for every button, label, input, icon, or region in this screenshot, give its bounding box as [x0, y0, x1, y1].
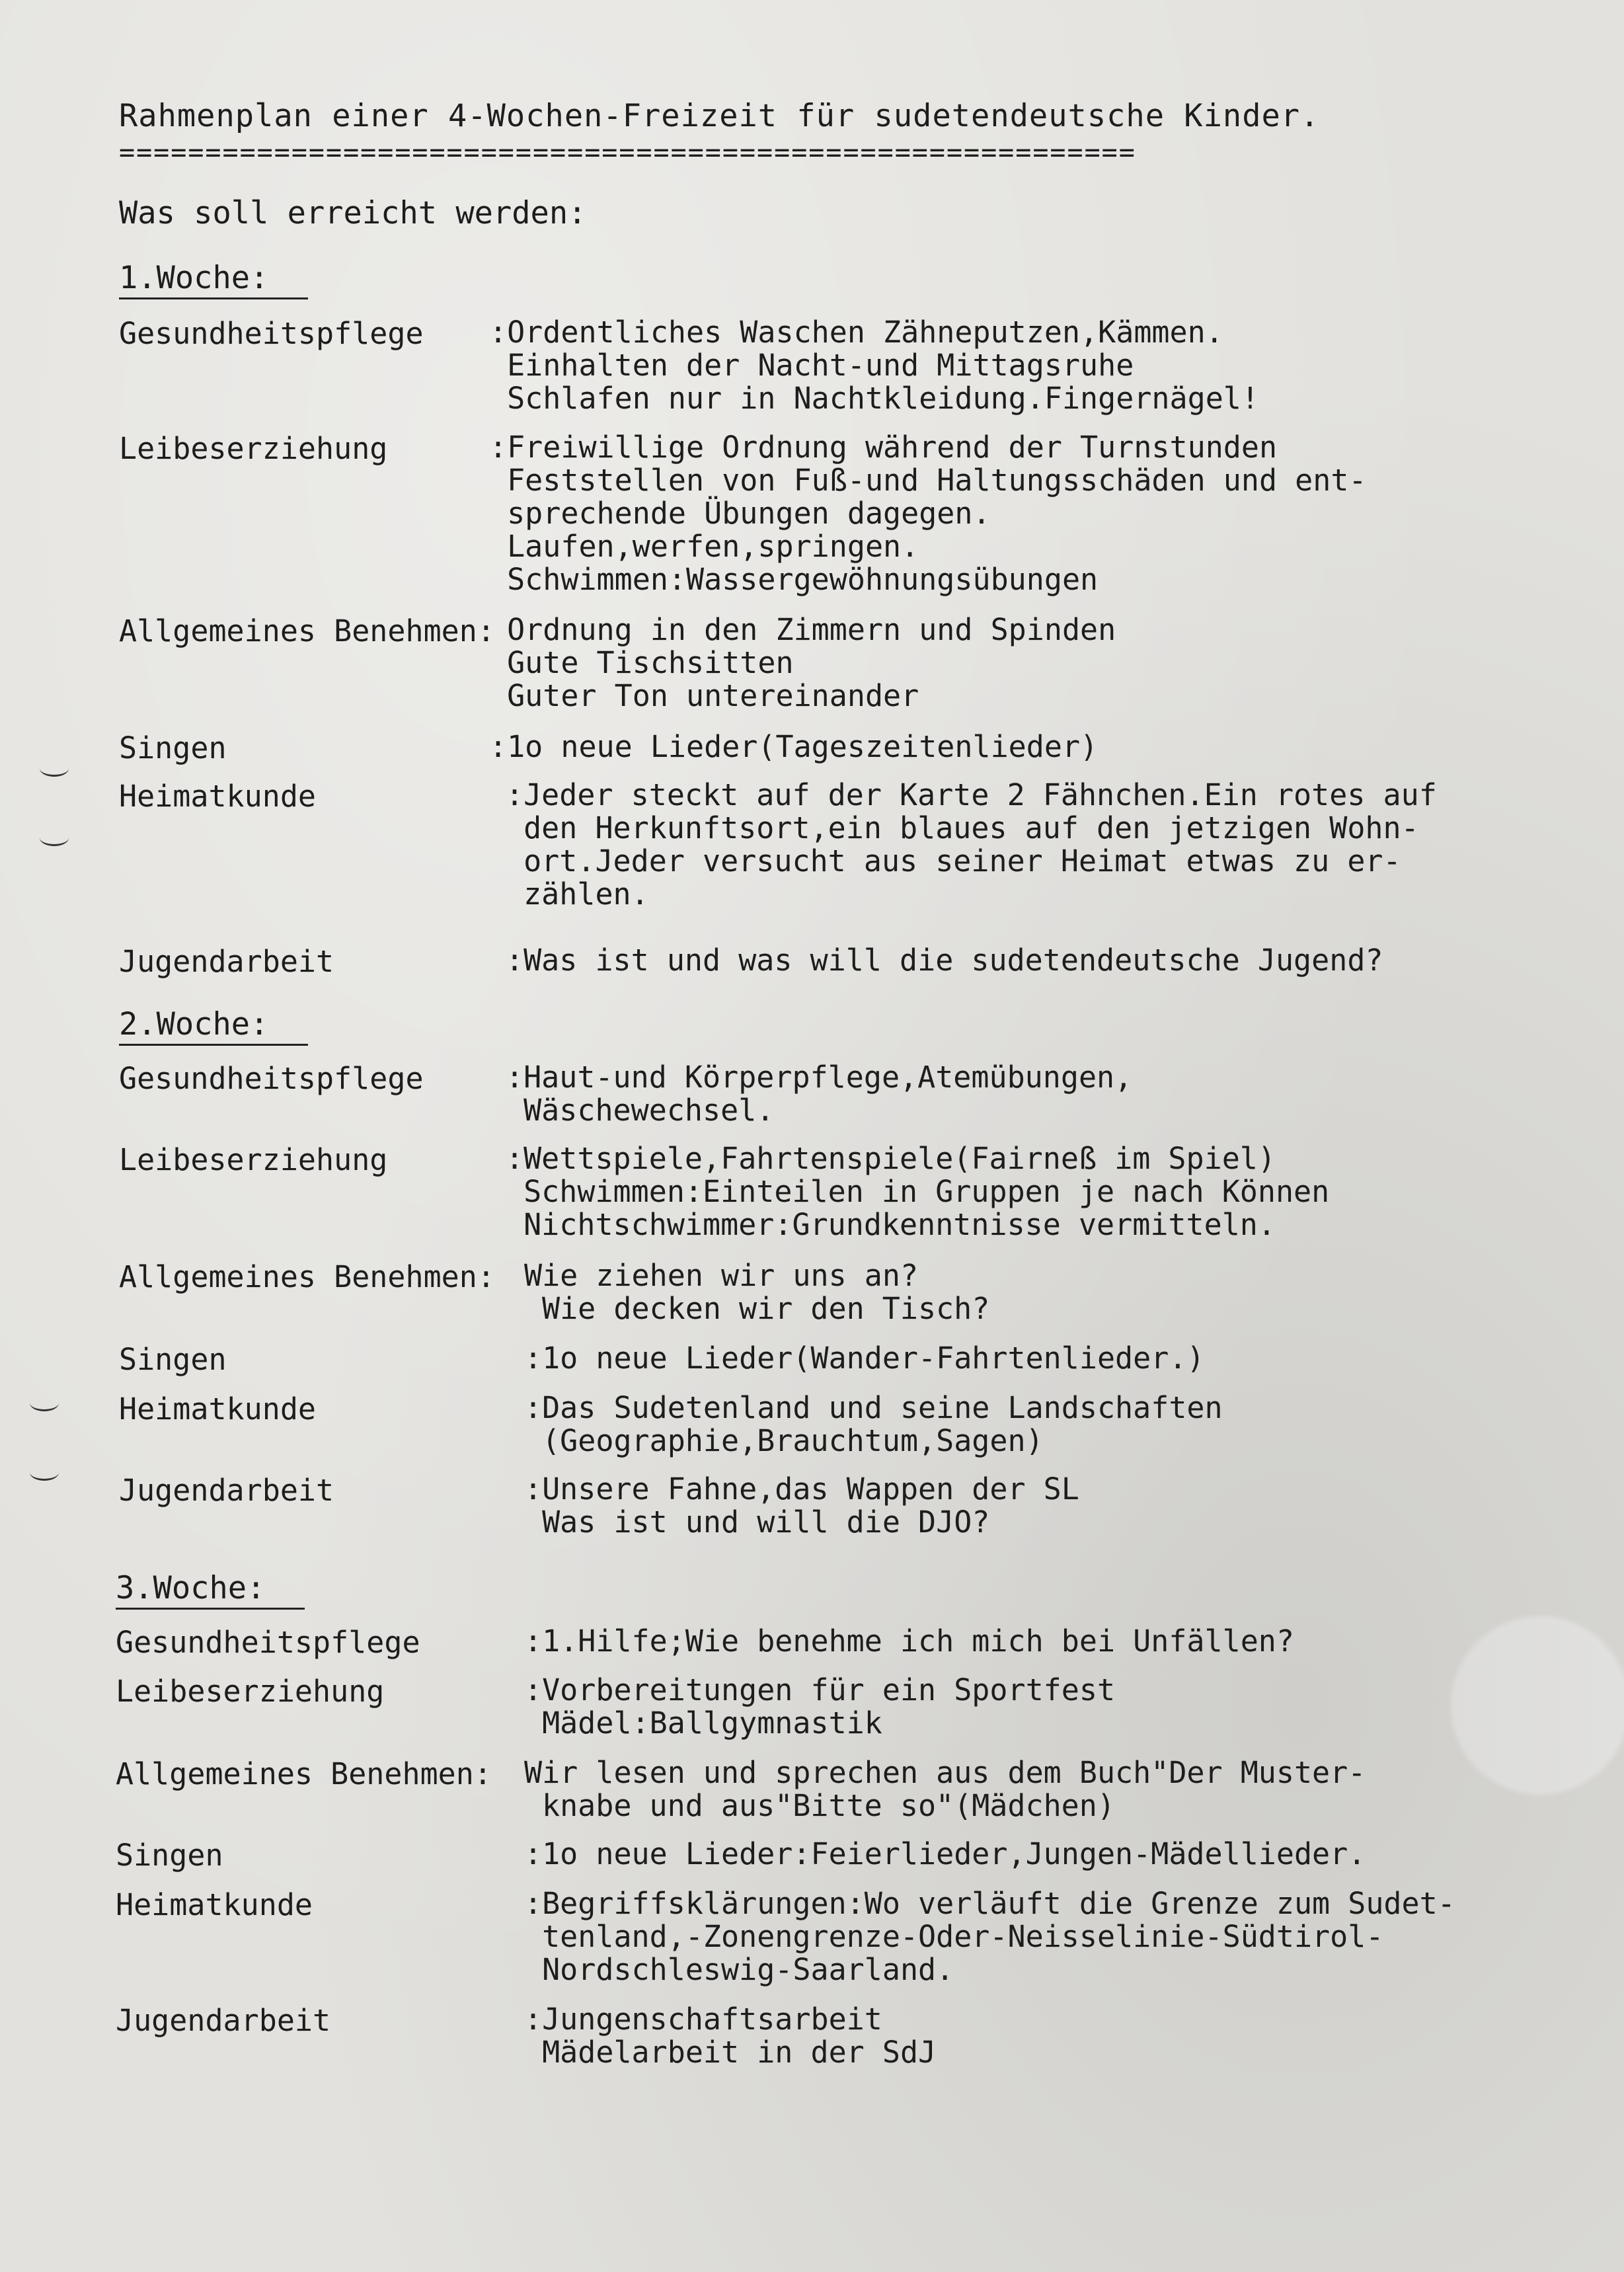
week-2-text-heimatkunde [524, 1391, 1223, 1458]
week-3-text-jugendarbeit [524, 2003, 936, 2069]
text-line: Guter Ton untereinander [489, 678, 919, 713]
week-1-heading: 1.Woche: [119, 260, 308, 299]
text-line: Wie ziehen wir uns an? [524, 1258, 919, 1293]
week-1-label-heimatkunde: Heimatkunde [119, 779, 317, 814]
week-2-label-allgemeines-benehmen: Allgemeines Benehmen: [119, 1259, 495, 1294]
week-1-text-gesundheitspflege [489, 316, 1259, 415]
week-2-label-leibeserziehung: Leibeserziehung [119, 1142, 388, 1177]
text-line: :Freiwillige Ordnung während der Turnstunden [489, 430, 1278, 465]
text-line: Wie decken wir den Tisch? [542, 1291, 990, 1326]
text-line: ort.Jeder versucht aus seiner Heimat etwas zu er- [506, 843, 1401, 879]
text-line: :Was ist und was will die sudetendeutsche Jugend? [506, 943, 1383, 978]
text-line: :1.Hilfe;Wie benehme ich mich bei Unfällen? [524, 1624, 1294, 1659]
text-line: :Das Sudetenland und seine Landschaften [524, 1390, 1223, 1425]
text-line: Nichtschwimmer:Grundkenntnisse vermitteln. [506, 1207, 1276, 1242]
week-2-label-singen: Singen [119, 1342, 227, 1377]
text-line: knabe und aus"Bitte so"(Mädchen) [542, 1788, 1115, 1823]
text-line: Wäschewechsel. [506, 1093, 775, 1128]
week-1-label-allgemeines-benehmen: Allgemeines Benehmen: [119, 613, 495, 648]
text-line: Ordnung in den Zimmern und Spinden [489, 612, 1116, 647]
text-line: :Begriffsklärungen:Wo verläuft die Grenze zum Sudet- [524, 1886, 1455, 1921]
week-2-text-gesundheitspflege [506, 1061, 1132, 1127]
week-1-label-gesundheitspflege: Gesundheitspflege [119, 316, 424, 351]
week-1-label-leibeserziehung: Leibeserziehung [119, 431, 388, 466]
week-1-text-jugendarbeit [506, 944, 1383, 977]
text-line: Nordschleswig-Saarland. [524, 1952, 954, 1987]
week-3-heading: 3.Woche: [116, 1570, 305, 1610]
text-line: :Jeder steckt auf der Karte 2 Fähnchen.Ein rotes auf [506, 777, 1437, 812]
week-1-text-allgemeines-benehmen [489, 613, 1116, 713]
intro-line: Was soll erreicht werden: [119, 195, 587, 231]
text-line: :Jungenschaftsarbeit [524, 2002, 882, 2037]
week-1-label-jugendarbeit: Jugendarbeit [119, 944, 334, 979]
week-1-text-heimatkunde [506, 779, 1437, 911]
text-line: :1o neue Lieder(Tageszeitenlieder) [489, 729, 1099, 764]
text-line: Einhalten der Nacht-und Mittagsruhe [489, 348, 1134, 383]
text-line: Schlafen nur in Nachtkleidung.Fingernägel! [489, 381, 1259, 416]
week-3-text-gesundheitspflege [524, 1625, 1294, 1658]
week-2-label-jugendarbeit: Jugendarbeit [119, 1473, 334, 1508]
text-line: Schwimmen:Einteilen in Gruppen je nach Können [506, 1174, 1330, 1209]
week-3-label-heimatkunde: Heimatkunde [116, 1887, 313, 1922]
week-1-label-singen: Singen [119, 730, 227, 765]
text-line: Mädel:Ballgymnastik [524, 1705, 882, 1741]
text-line: :Wettspiele,Fahrtenspiele(Fairneß im Spiel) [506, 1141, 1276, 1176]
text-line: Mädelarbeit in der SdJ [524, 2035, 937, 2070]
week-2-label-gesundheitspflege: Gesundheitspflege [119, 1061, 424, 1096]
week-2-text-leibeserziehung [506, 1142, 1329, 1241]
week-2-text-allgemeines-benehmen [524, 1259, 989, 1325]
text-line: zählen. [506, 877, 649, 912]
punch-hole-mark [40, 760, 69, 777]
text-line: :1o neue Lieder(Wander-Fahrtenlieder.) [524, 1341, 1205, 1376]
week-3-label-gesundheitspflege: Gesundheitspflege [116, 1625, 420, 1660]
text-line: :Ordentliches Waschen Zähneputzen,Kämmen. [489, 315, 1223, 350]
week-2-label-heimatkunde: Heimatkunde [119, 1391, 317, 1427]
text-line: Feststellen von Fuß-und Haltungsschäden und ent- [489, 463, 1367, 498]
week-3-label-jugendarbeit: Jugendarbeit [116, 2003, 331, 2038]
text-line: Wir lesen und sprechen aus dem Buch"Der Muster- [524, 1755, 1366, 1790]
text-line: Laufen,werfen,springen. [489, 529, 919, 564]
week-3-label-singen: Singen [116, 1838, 223, 1873]
text-line: Gute Tischsitten [489, 645, 794, 680]
week-3-text-heimatkunde [524, 1887, 1455, 1986]
document-title: Rahmenplan einer 4-Wochen-Freizeit für sudetendeutsche Kinder. [119, 98, 1320, 134]
week-3-label-leibeserziehung: Leibeserziehung [116, 1674, 385, 1709]
week-1-text-leibeserziehung [489, 431, 1367, 596]
title-underline-rule: =========================================================== [119, 137, 1136, 168]
week-3-text-leibeserziehung [524, 1674, 1115, 1740]
week-1-text-singen [489, 730, 1098, 764]
text-line: :Vorbereitungen für ein Sportfest [524, 1672, 1116, 1707]
week-2-text-singen [524, 1342, 1205, 1375]
text-line: tenland,-Zonengrenze-Oder-Neisselinie-Südtirol- [524, 1919, 1384, 1954]
week-2-text-jugendarbeit [524, 1473, 1079, 1539]
punch-hole-mark [30, 1464, 59, 1481]
week-3-text-singen [524, 1838, 1366, 1871]
text-line: Schwimmen:Wassergewöhnungsübungen [489, 562, 1099, 597]
text-line: :Haut-und Körperpflege,Atemübungen, [506, 1060, 1133, 1095]
text-line: :Unsere Fahne,das Wappen der SL [524, 1471, 1079, 1507]
text-line: (Geographie,Brauchtum,Sagen) [524, 1423, 1044, 1458]
text-line: sprechende Übungen dagegen. [489, 496, 991, 531]
text-line: den Herkunftsort,ein blaues auf den jetzigen Wohn- [506, 810, 1419, 845]
punch-hole-mark [40, 830, 69, 846]
text-line: Was ist und will die DJO? [524, 1505, 990, 1540]
punch-hole-mark [30, 1395, 59, 1411]
text-line: :1o neue Lieder:Feierlieder,Jungen-Mädellieder. [524, 1836, 1366, 1871]
week-3-label-allgemeines-benehmen: Allgemeines Benehmen: [116, 1756, 492, 1791]
week-2-heading: 2.Woche: [119, 1006, 308, 1046]
week-3-text-allgemeines-benehmen [524, 1756, 1366, 1822]
